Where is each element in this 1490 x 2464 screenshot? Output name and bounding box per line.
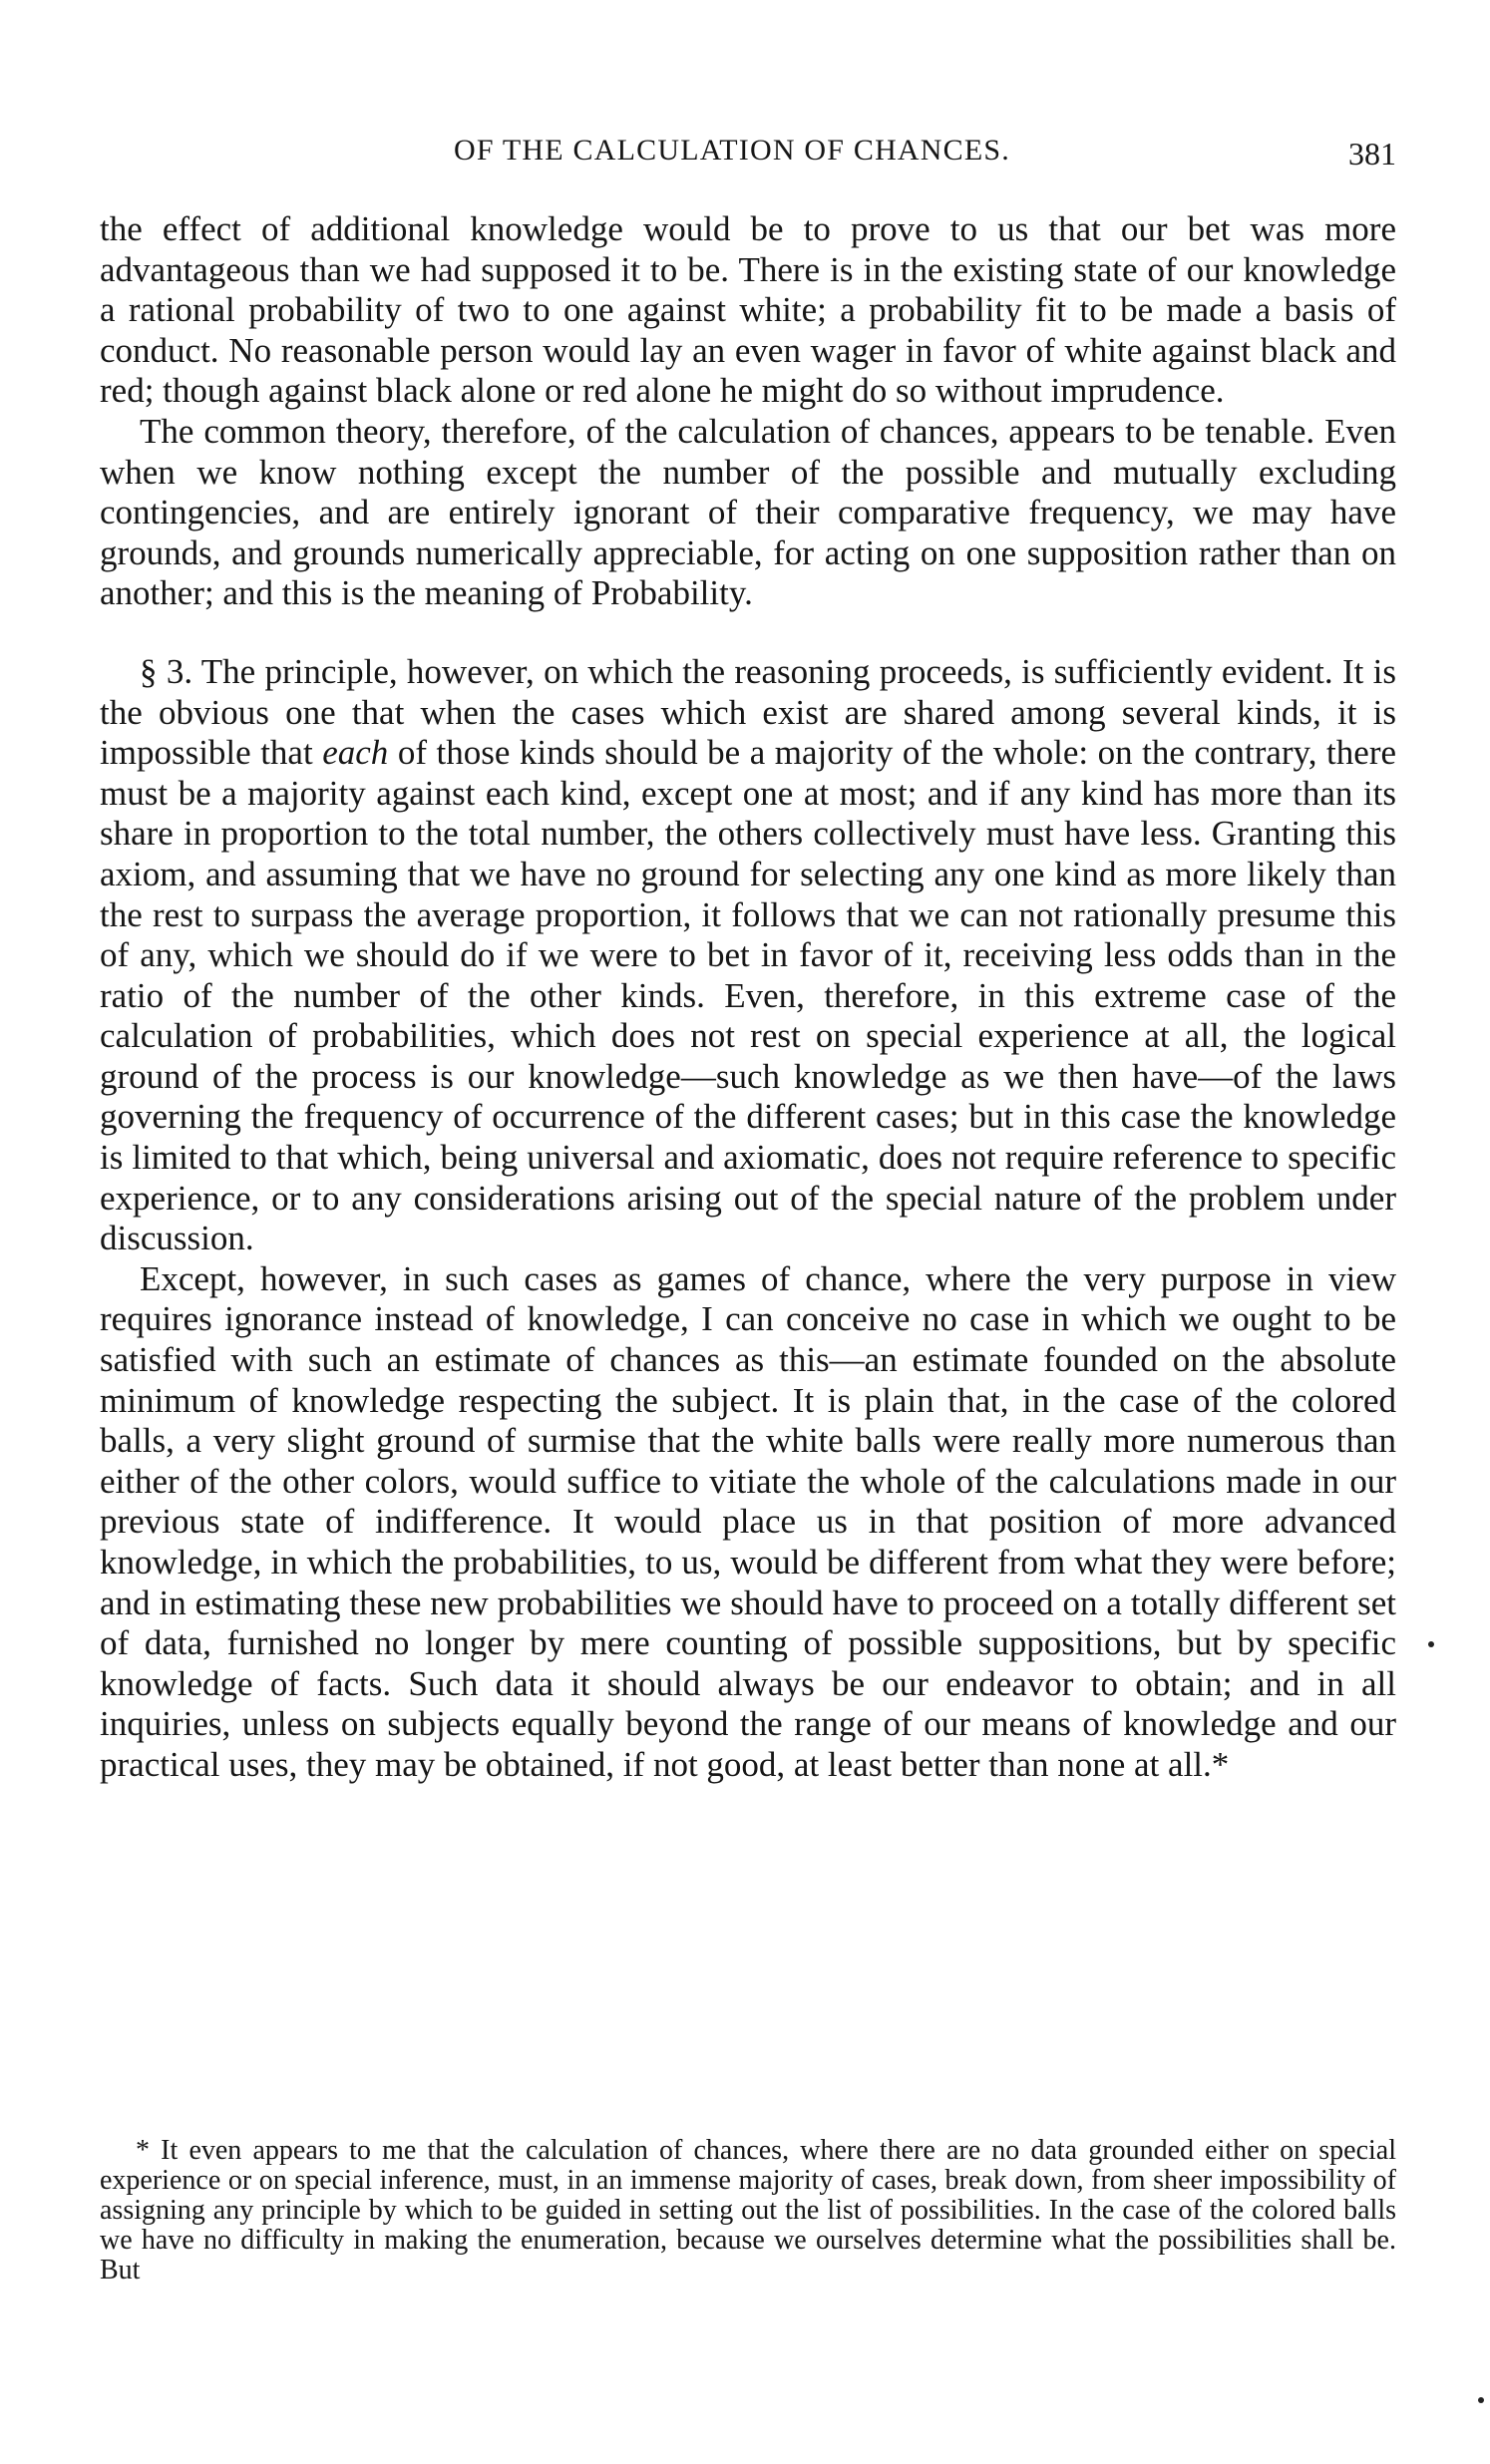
body-text (100, 209, 1396, 1786)
paragraph-games-of-chance: Except, however, in such cases as games of chance, where the very purpose in view requires ignorance instead of knowledge, I can conceive no case in which we ought to be satisfied with such an estimate of chances as this—an estimate founded on the absolute minimum of knowledge respecting the subject. It is plain that, in the case of the colored balls, a very slight ground of surmise that the white balls were really more numerous than either of the other colors, would suffice to vitiate the whole of the calculations made in our previous state of indifference. It would place us in that position of more advanced knowledge, in which the probabilities, to us, would be different from what they were before; and in estimating these new probabilities we should have to proceed on a totally different set of data, furnished no longer by mere counting of possible suppositions, but by specific knowledge of facts. Such data it should always be our endeavor to obtain; and in all inquiries, unless on subjects equally beyond the range of our means of knowledge and our practical uses, they may be obtained, if not good, at least better than none at all.* (100, 1258, 1396, 1784)
emphasis-each: each (322, 733, 389, 773)
paragraph-common-theory: The common theory, therefore, of the calculation of chances, appears to be tenable. Even when we know nothing except the number of the possible and mutually excluding contingencies, and are entirely ignorant of their comparative frequency, we may have grounds, and grounds numerically appreciable, for acting on one supposition rather than on another; and this is the meaning of Probability. (100, 411, 1396, 613)
paragraph-continuation: the effect of additional knowledge would be to prove to us that our bet was more advantageous than we had supposed it to be. There is in the existing state of our knowledge a rational probability of two to one against white; a probability fit to be made a basis of conduct. No reasonable person would lay an even wager in favor of white against black and red; though against black alone or red alone he might do so without imprudence. (100, 209, 1396, 411)
paragraph-section-3 (100, 652, 1396, 1259)
running-head (100, 134, 1396, 183)
section-3-text-start: § 3. The principle, however, on which the reasoning proceeds, is sufficiently evident. It is the obvious one that when the cases which exist are shared among several kinds, it is impossible that (100, 651, 1396, 773)
footnote: * It even appears to me that the calculation of chances, where there are no data grounded either on special experience or on special inference, must, in an immense majority of cases, break down, from sheer impossibility of assigning any principle by which to be guided in setting out the list of possibilities. In the case of the colored balls we have no difficulty in making the enumeration, because we ourselves determine what the possibilities shall be. But (100, 2135, 1396, 2286)
running-title: OF THE CALCULATION OF CHANCES. (454, 134, 1010, 167)
print-speck (1478, 2397, 1484, 2403)
page-number: 381 (1348, 136, 1396, 172)
print-speck (1428, 1641, 1434, 1647)
section-3-text-end: of those kinds should be a majority of the whole: on the contrary, there must be a majority against each kind, except one at most; and if any kind has more than its share in proportion to the total number, the others collectively must have less. Granting this axiom, and assuming that we have no ground for selecting any one kind as more likely than the rest to surpass the average proportion, it follows that we can not rationally presume this of any, which we should do if we were to bet in favor of it, receiving less odds than in the ratio of the number of the other kinds. Even, therefore, in this extreme case of the calculation of probabilities, which does not rest on special experience at all, the logical ground of the process is our knowledge—such knowledge as we then have—of the laws governing the frequency of occurrence of the different cases; but in this case the knowledge is limited to that which, being universal and axiomatic, does not require reference to specific experience, or to any considerations arising out of the special nature of the problem under discussion. (100, 733, 1397, 1258)
